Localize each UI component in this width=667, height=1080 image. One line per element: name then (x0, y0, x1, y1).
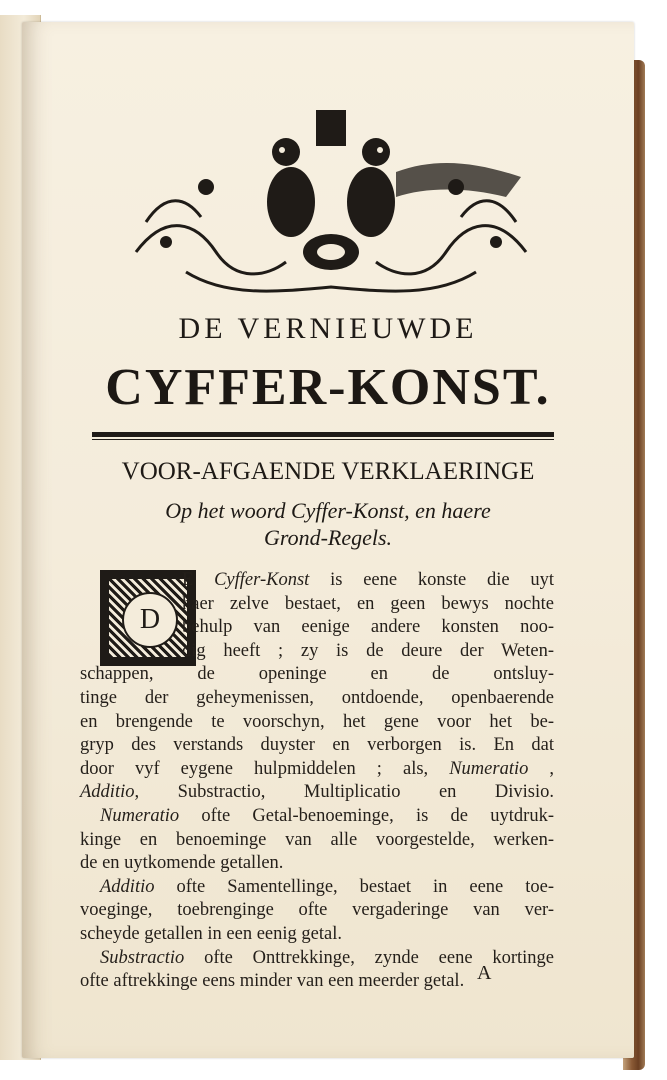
body-line-text: ofte aftrekkinge eens minder van een meerder getal. (80, 971, 465, 992)
body-line (100, 877, 554, 898)
body-line-text: ofte Getal-benoeminge, is de uytdruk- (179, 806, 554, 826)
section-subheading-2: Grond-Regels. (263, 525, 393, 550)
body-line (80, 853, 554, 874)
body-line-text: en brengende te voorschyn, het gene voor het be- (80, 711, 554, 732)
body-line-italic: Additio (80, 782, 135, 803)
body-line-text: gryp des verstands duyster en verborgen is. En dat (80, 735, 554, 756)
body-line (80, 830, 554, 851)
body-line-italic: Substractio (100, 947, 185, 968)
body-line (182, 594, 554, 615)
body-line (182, 641, 554, 662)
divider-rule-thick (92, 432, 554, 437)
body-line-text: dig heeft ; zy is de deure der Weten- (182, 640, 554, 661)
body-line (100, 806, 554, 827)
body-line-italic: Numeratio (100, 806, 180, 826)
body-line-text: ofte Onttrekkinge, zynde eene kortinge (184, 947, 554, 968)
body-line-italic: Additio (100, 876, 155, 897)
body-line-text: voeginge, toebrenginge ofte vergaderinge van ver- (80, 900, 554, 921)
body-line (182, 617, 554, 638)
body-line (80, 664, 554, 685)
body-line-text: is eene konste die uyt (309, 570, 554, 590)
title-small: DE VERNIEUWDE (178, 312, 478, 345)
body-line (80, 900, 554, 921)
body-line-text: , Substractio, Multiplicatio en Divisio. (134, 782, 554, 803)
divider-rule-thin (92, 439, 554, 440)
body-line (80, 688, 554, 709)
body-line-text: behulp van eenige andere konsten noo- (182, 617, 554, 638)
body-line-italic: Cyffer-Konst (214, 570, 310, 590)
body-line-text: haer zelve bestaet, en geen bewys nochte (182, 593, 554, 614)
body-line-text: ofte Samentellinge, bestaet in eene toe- (154, 876, 554, 897)
body-line-text: schappen, de openinge en de ontsluy- (80, 664, 554, 685)
book-page (22, 22, 634, 1058)
body-line (80, 735, 554, 756)
body-line (80, 782, 554, 803)
body-line-italic: Numeratio (449, 758, 529, 779)
body-line (80, 924, 554, 945)
body-line (182, 570, 554, 591)
body-line-text: de en uytkomende getallen. (80, 853, 284, 874)
body-line-text: kinge en benoeminge van alle voorgestelde, werken- (80, 829, 554, 850)
section-subheading-1: Op het woord Cyffer-Konst, en haere (165, 498, 491, 523)
body-line-text: , (528, 758, 554, 779)
body-line-text: scheyde getallen in een eenig getal. (80, 924, 342, 944)
body-line-text: tinge der geheymenissen, ontdoende, openbaerende (80, 688, 554, 708)
ornamental-vignette (126, 102, 536, 298)
signature-mark: A (477, 962, 492, 984)
body-line (80, 759, 554, 780)
title-main: CYFFER-KONST. (105, 359, 551, 416)
body-line-text: E (182, 570, 215, 590)
body-line (80, 712, 554, 733)
section-heading: VOOR-AFGAENDE VERKLAERINGE (121, 458, 535, 485)
body-line-text: door vyf eygene hulpmiddelen ; als, (80, 758, 450, 779)
initial-letter: D (122, 592, 178, 648)
